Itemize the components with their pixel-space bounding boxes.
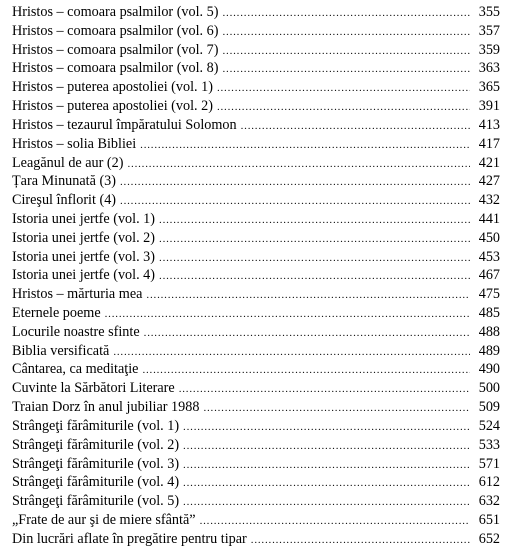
toc-entry-title: „Frate de aur şi de miere sfântă” (12, 511, 196, 528)
dot-leader (217, 98, 470, 117)
toc-entry (12, 285, 500, 304)
toc-entry (12, 455, 500, 474)
dot-leader (146, 286, 470, 305)
toc-entry-title: Hristos – solia Bibliei (12, 135, 137, 152)
toc-entry-page-number: 652 (478, 530, 500, 547)
toc-entry-page-number: 524 (478, 417, 500, 434)
dot-leader (183, 437, 470, 456)
toc-entry-page-number: 355 (478, 4, 500, 20)
toc-entry (12, 323, 500, 342)
toc-entry (12, 417, 500, 436)
toc-entry-page-number: 612 (478, 474, 500, 491)
toc-entry-title: Cuvinte la Sărbători Literare (12, 380, 175, 397)
dot-leader (183, 493, 470, 512)
toc-entry-title: Hristos – comoara psalmilor (vol. 6) (12, 22, 219, 39)
toc-entry-title: Hristos – comoara psalmilor (vol. 7) (12, 41, 219, 58)
toc-entry-title: Strângeţi fărâmiturile (vol. 3) (12, 455, 180, 472)
toc-entry (12, 379, 500, 398)
toc-entry-title: Hristos – comoara psalmilor (vol. 8) (12, 60, 219, 77)
toc-entry-title: Istoria unei jertfe (vol. 2) (12, 229, 156, 246)
dot-leader (179, 380, 470, 399)
toc-entry-page-number: 365 (478, 79, 500, 96)
toc-entry-title: Istoria unei jertfe (vol. 4) (12, 267, 156, 284)
toc-entry-page-number: 651 (478, 511, 500, 528)
dot-leader (159, 211, 470, 230)
toc-entry (12, 172, 500, 191)
toc-entry-title: Hristos – comoara psalmilor (vol. 5) (12, 4, 219, 20)
toc-entry-page-number: 357 (478, 22, 500, 39)
toc-entry (12, 3, 500, 22)
toc-entry (12, 304, 500, 323)
toc-entry (12, 229, 500, 248)
toc-entry (12, 398, 500, 417)
toc-entry (12, 342, 500, 361)
toc-entry-page-number: 500 (478, 380, 500, 397)
dot-leader (140, 136, 470, 155)
toc-entry-page-number: 421 (478, 154, 500, 171)
toc-entry-title: Strângeţi fărâmiturile (vol. 5) (12, 493, 180, 510)
dot-leader (203, 399, 470, 418)
dot-leader (183, 418, 470, 437)
toc-entry-title: Hristos – tezaurul împăratului Solomon (12, 116, 237, 133)
toc-entry-page-number: 490 (478, 361, 500, 378)
dot-leader (183, 456, 470, 475)
toc-entry-title: Istoria unei jertfe (vol. 3) (12, 248, 156, 265)
toc-entry (12, 116, 500, 135)
toc-entry (12, 511, 500, 530)
toc-entry-title: Eternele poeme (12, 305, 101, 321)
toc-entry (12, 360, 500, 379)
dot-leader (183, 474, 470, 493)
toc-entry (12, 492, 500, 511)
toc-entry-title: Hristos – puterea apostoliei (vol. 1) (12, 79, 213, 96)
toc-entry-title: Țara Minunată (3) (12, 173, 116, 190)
toc-entry (12, 59, 500, 78)
toc-entry-title: Cântarea, ca meditaţie (12, 361, 139, 378)
toc-entry (12, 97, 500, 116)
toc-entry (12, 154, 500, 173)
dot-leader (120, 192, 470, 211)
toc-entry-page-number: 632 (478, 493, 500, 510)
dot-leader (200, 512, 470, 531)
dot-leader (159, 267, 470, 286)
dot-leader (159, 230, 470, 249)
dot-leader (127, 155, 470, 174)
dot-leader (217, 79, 470, 98)
toc-entry-title: Strângeţi fărâmiturile (vol. 4) (12, 474, 180, 491)
toc-entry-title: Istoria unei jertfe (vol. 1) (12, 210, 156, 227)
toc-entry (12, 22, 500, 41)
toc-entry-title: Hristos – mărturia mea (12, 286, 143, 303)
toc-entry-page-number: 417 (478, 135, 500, 152)
toc-entry-page-number: 441 (478, 210, 500, 227)
toc-entry-page-number: 485 (478, 305, 500, 321)
toc-entry-page-number: 509 (478, 399, 500, 416)
dot-leader (222, 23, 470, 42)
toc-entry-title: Hristos – puterea apostoliei (vol. 2) (12, 98, 213, 115)
toc-entry-page-number: 533 (478, 436, 500, 453)
toc-entry-page-number: 475 (478, 286, 500, 303)
toc-entry-title: Traian Dorz în anul jubiliar 1988 (12, 399, 200, 416)
toc-entry (12, 530, 500, 549)
toc-entry (12, 191, 500, 210)
dot-leader (120, 173, 470, 192)
dot-leader (113, 343, 470, 362)
toc-entry-page-number: 453 (478, 248, 500, 265)
dot-leader (144, 324, 470, 343)
dot-leader (105, 305, 470, 324)
toc-entry (12, 210, 500, 229)
toc-entry-page-number: 489 (478, 342, 500, 359)
toc-entry-page-number: 467 (478, 267, 500, 284)
dot-leader (251, 531, 470, 550)
dot-leader (222, 4, 470, 23)
dot-leader (222, 60, 470, 79)
toc-entry (12, 78, 500, 97)
toc-entry-title: Strângeţi fărâmiturile (vol. 2) (12, 436, 180, 453)
toc-entry-title: Din lucrări aflate în pregătire pentru tipar (12, 530, 247, 547)
toc-entry-title: Locurile noastre sfinte (12, 323, 140, 340)
toc-entry-title: Strângeţi fărâmiturile (vol. 1) (12, 417, 180, 434)
table-of-contents (12, 3, 500, 549)
toc-entry-page-number: 432 (478, 192, 500, 209)
toc-entry-title: Leagănul de aur (2) (12, 154, 124, 171)
toc-entry (12, 436, 500, 455)
toc-entry-title: Biblia versificată (12, 342, 110, 359)
toc-entry-page-number: 363 (478, 60, 500, 77)
toc-entry (12, 248, 500, 267)
toc-entry (12, 266, 500, 285)
toc-entry (12, 41, 500, 60)
toc-entry-page-number: 450 (478, 229, 500, 246)
toc-entry-page-number: 391 (478, 98, 500, 115)
toc-entry-page-number: 427 (478, 173, 500, 190)
dot-leader (222, 42, 470, 61)
dot-leader (241, 117, 470, 136)
toc-entry-page-number: 413 (478, 116, 500, 133)
toc-entry (12, 135, 500, 154)
toc-entry-page-number: 488 (478, 323, 500, 340)
toc-entry (12, 473, 500, 492)
toc-entry-page-number: 571 (478, 455, 500, 472)
dot-leader (159, 249, 470, 268)
toc-entry-title: Cireşul înflorit (4) (12, 192, 117, 209)
dot-leader (142, 361, 470, 380)
toc-entry-page-number: 359 (478, 41, 500, 58)
